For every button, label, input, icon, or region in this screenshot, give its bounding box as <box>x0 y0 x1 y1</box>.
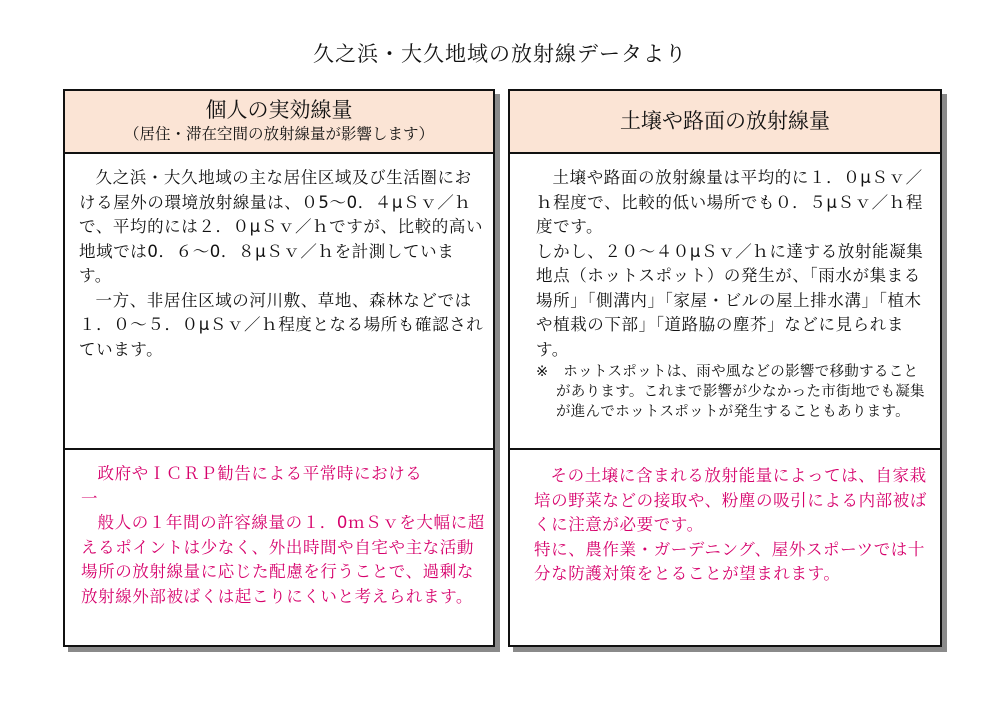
personal-dose-advice <box>65 450 493 609</box>
personal-dose-panel <box>63 89 495 647</box>
advice-paragraph: 般人の１年間の許容線量の１．0ｍＳｖを大幅に超えるポイントは少なく、外出時間や自宅や主な活動場所の放射線量に応じた配慮を行うことで、過剰な放射線外部被ばくは起こりにくいと考えられます。 <box>81 513 485 606</box>
soil-road-dose-panel <box>508 89 942 647</box>
hotspot-note: ※ ホットスポットは、雨や風などの影響で移動することがあります。これまで影響が少なかった市街地でも凝集が進んでホットスポットが発生することもあります。 <box>536 364 925 420</box>
advice-paragraph: その土壌に含まれる放射能量によっては、自家栽培の野菜などの接取や、粉塵の吸引による内部被ばくに注意が必要です。 <box>534 466 927 534</box>
soil-road-header <box>510 91 940 154</box>
page-title: 久之浜・大久地域の放射線データより <box>313 42 687 66</box>
body-paragraph: 一方、非居住区域の河川敷、草地、森林などでは１．０～５．０μＳｖ／ｈ程度となる場所も確認されています。 <box>79 290 484 359</box>
advice-line: 政府やＩＣＲＰ勧告による平常時における <box>97 464 423 483</box>
personal-dose-header <box>65 91 493 154</box>
advice-paragraph: 特に、農作業・ガーデニング、屋外スポーツでは十分な防護対策をとることが望まれます。 <box>534 539 925 583</box>
body-paragraph: 土壌や路面の放射線量は平均的に１．０μＳｖ／ｈ程度で、比較的低い場所でも０．５μＳｖ／ｈ程度です。 <box>536 168 923 236</box>
personal-dose-body <box>65 154 493 450</box>
personal-dose-subheading: （居住・滞在空間の放射線量が影響します） <box>123 125 434 143</box>
body-paragraph: しかし、２０～４０μＳｖ／ｈに達する放射能凝集地点（ホットスポット）の発生が、「雨水が集まる場所」「側溝内」「家屋・ビルの屋上排水溝」「植木や植栽の下部」「道路脇の塵芥」などに見られます。 <box>536 241 924 359</box>
personal-dose-heading: 個人の実効線量 <box>205 98 353 122</box>
soil-road-body <box>510 154 940 450</box>
soil-road-advice <box>510 450 940 587</box>
advice-line: 一 <box>81 488 99 508</box>
body-paragraph: 久之浜・大久地域の主な居住区域及び生活圏における屋外の環境放射線量は、０5～0．４μＳｖ／ｈで、平均的には２．０μＳｖ／ｈですが、比較的高い地域では0．６～0．８μＳｖ／ｈを計測しています。 <box>79 168 484 285</box>
soil-road-heading: 土壌や路面の放射線量 <box>620 109 830 133</box>
